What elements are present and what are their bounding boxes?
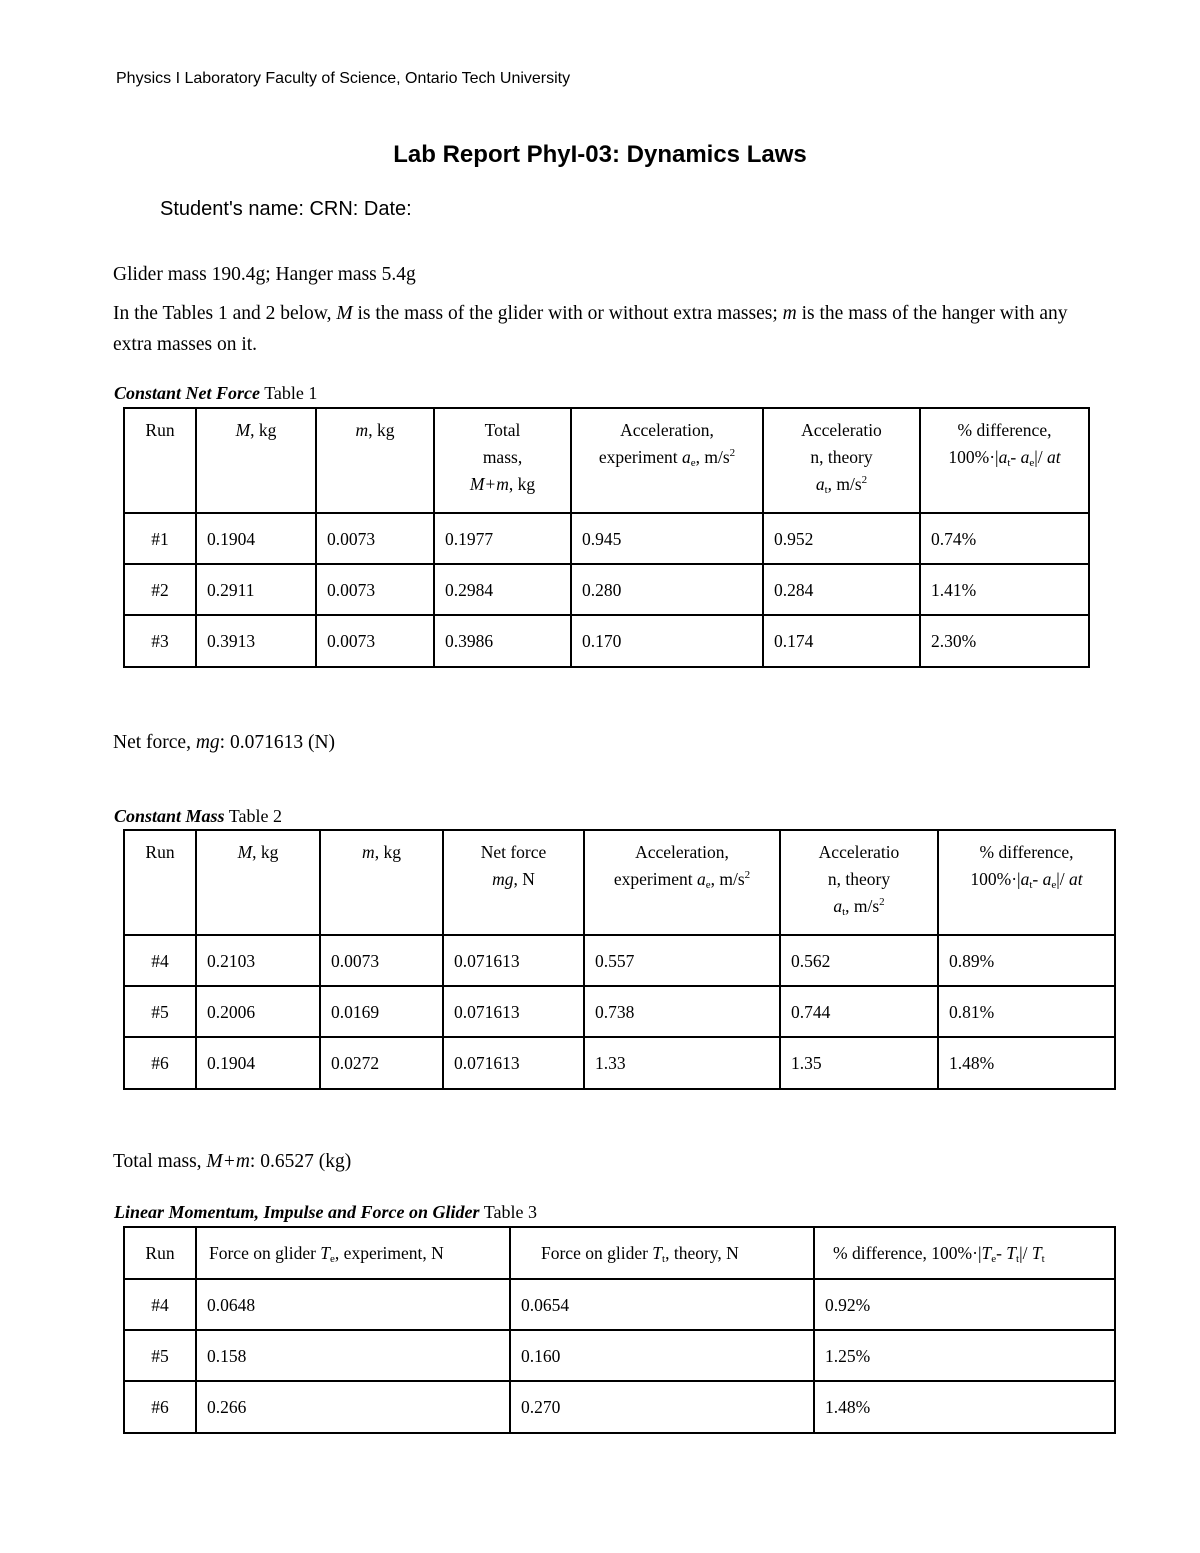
header-accel-theory: Acceleratio n, theory $a_t$, $m/s^2$ <box>780 830 938 935</box>
table2-header-row <box>124 830 1115 935</box>
table-row <box>124 1330 1115 1381</box>
table-cell: 0.2006 <box>196 986 320 1037</box>
header-run: Run <box>124 1227 196 1279</box>
header-glider-mass: M, kg <box>196 408 316 513</box>
header-run: Run <box>124 408 196 513</box>
table-cell: 0.0654 <box>510 1279 814 1330</box>
table-cell: #5 <box>124 986 196 1037</box>
header-force-experiment: Force on glider $T_e$, experiment, N <box>196 1227 510 1279</box>
table-cell: 0.071613 <box>443 986 584 1037</box>
table-cell: #6 <box>124 1381 196 1433</box>
table-cell: 0.0169 <box>320 986 443 1037</box>
header-run: Run <box>124 830 196 935</box>
table-cell: 0.81% <box>938 986 1115 1037</box>
table-cell: 1.35 <box>780 1037 938 1089</box>
table-cell: 0.2103 <box>196 935 320 986</box>
table2 <box>123 829 1116 1090</box>
table-cell: 0.0073 <box>316 513 434 564</box>
running-head: Physics I Laboratory Faculty of Science, Ontario Tech University <box>116 70 571 87</box>
table-cell: 0.0648 <box>196 1279 510 1330</box>
table-cell: 0.562 <box>780 935 938 986</box>
header-accel-theory: Acceleratio n, theory $a_t$, $m/s^2$ <box>763 408 920 513</box>
table-cell: 0.0272 <box>320 1037 443 1089</box>
table-cell: 0.174 <box>763 615 920 667</box>
table-cell: 0.170 <box>571 615 763 667</box>
page-title: Lab Report PhyI-03: Dynamics Laws <box>393 141 807 168</box>
table1-caption: Constant Net Force Table 1 <box>114 383 318 403</box>
table-row <box>124 1381 1115 1433</box>
table-row <box>124 935 1115 986</box>
table-row <box>124 986 1115 1037</box>
header-accel-experiment: Acceleration, experiment $a_e$, $m/s^2$ <box>571 408 763 513</box>
header-hanger-mass: m, kg <box>316 408 434 513</box>
student-info-line: Student's name: CRN: Date: <box>160 198 412 220</box>
header-percent-difference: % difference, $100\%\cdot|a_t-$ $a_e|/$ at <box>938 830 1115 935</box>
table3-header-row <box>124 1227 1115 1279</box>
header-total-mass: Total mass, M+m, kg <box>434 408 571 513</box>
header-percent-difference: % difference, $100\%\cdot|a_t-$ $a_e|/$ at <box>920 408 1089 513</box>
table-cell: 1.25% <box>814 1330 1115 1381</box>
table1-header-row <box>124 408 1089 513</box>
table-cell: 0.266 <box>196 1381 510 1433</box>
table-cell: 0.3986 <box>434 615 571 667</box>
table-cell: 1.48% <box>814 1381 1115 1433</box>
table-row <box>124 615 1089 667</box>
table-cell: 0.2911 <box>196 564 316 615</box>
table-cell: #4 <box>124 1279 196 1330</box>
table-cell: 0.071613 <box>443 1037 584 1089</box>
header-accel-experiment: Acceleration, experiment $a_e$, $m/s^2$ <box>584 830 780 935</box>
header-net-force: Net force mg, N <box>443 830 584 935</box>
table-cell: 1.48% <box>938 1037 1115 1089</box>
header-glider-mass: M, kg <box>196 830 320 935</box>
table-cell: 0.952 <box>763 513 920 564</box>
table-cell: 0.945 <box>571 513 763 564</box>
table-cell: 0.280 <box>571 564 763 615</box>
table-cell: 0.0073 <box>316 564 434 615</box>
table-cell: 2.30% <box>920 615 1089 667</box>
table3 <box>123 1226 1116 1434</box>
table-cell: #3 <box>124 615 196 667</box>
table-cell: #2 <box>124 564 196 615</box>
table3-caption: Linear Momentum, Impulse and Force on Glider Table 3 <box>114 1202 537 1222</box>
header-hanger-mass: m, kg <box>320 830 443 935</box>
table-cell: 0.284 <box>763 564 920 615</box>
table-cell: 0.270 <box>510 1381 814 1433</box>
table-cell: 0.160 <box>510 1330 814 1381</box>
table-cell: 0.158 <box>196 1330 510 1381</box>
table-cell: #6 <box>124 1037 196 1089</box>
table-cell: 0.89% <box>938 935 1115 986</box>
table-cell: 0.0073 <box>320 935 443 986</box>
table-cell: 0.74% <box>920 513 1089 564</box>
table-cell: 0.1904 <box>196 513 316 564</box>
net-force-line: Net force, mg: 0.071613 (N) <box>113 732 336 753</box>
table-cell: 0.2984 <box>434 564 571 615</box>
table-cell: 0.738 <box>584 986 780 1037</box>
table1 <box>123 407 1090 668</box>
table-cell: 0.0073 <box>316 615 434 667</box>
table-cell: 0.3913 <box>196 615 316 667</box>
table-row <box>124 1279 1115 1330</box>
header-force-theory: Force on glider $T_t$, theory, N <box>510 1227 814 1279</box>
table-cell: 0.557 <box>584 935 780 986</box>
table-cell: 0.1904 <box>196 1037 320 1089</box>
masses-line: Glider mass 190.4g; Hanger mass 5.4g <box>113 264 416 285</box>
table2-caption: Constant Mass Table 2 <box>114 806 282 826</box>
table-cell: #4 <box>124 935 196 986</box>
table-cell: 0.1977 <box>434 513 571 564</box>
table-cell: #1 <box>124 513 196 564</box>
table-cell: 0.92% <box>814 1279 1115 1330</box>
table-cell: 0.071613 <box>443 935 584 986</box>
total-mass-line: Total mass, M+m: 0.6527 (kg) <box>113 1151 352 1172</box>
table-cell: 1.33 <box>584 1037 780 1089</box>
table-row <box>124 564 1089 615</box>
intro-paragraph: In the Tables 1 and 2 below, M is the mass of the glider with or without extra masses; m is the mass of the hanger with any extra masses on it. <box>113 303 1068 355</box>
header-percent-difference: % difference, $100\%\cdot|T_e-$ $T_t|/$ $T_t$ <box>814 1227 1115 1279</box>
table-row <box>124 513 1089 564</box>
table-cell: 1.41% <box>920 564 1089 615</box>
table-row <box>124 1037 1115 1089</box>
table-cell: 0.744 <box>780 986 938 1037</box>
table-cell: #5 <box>124 1330 196 1381</box>
